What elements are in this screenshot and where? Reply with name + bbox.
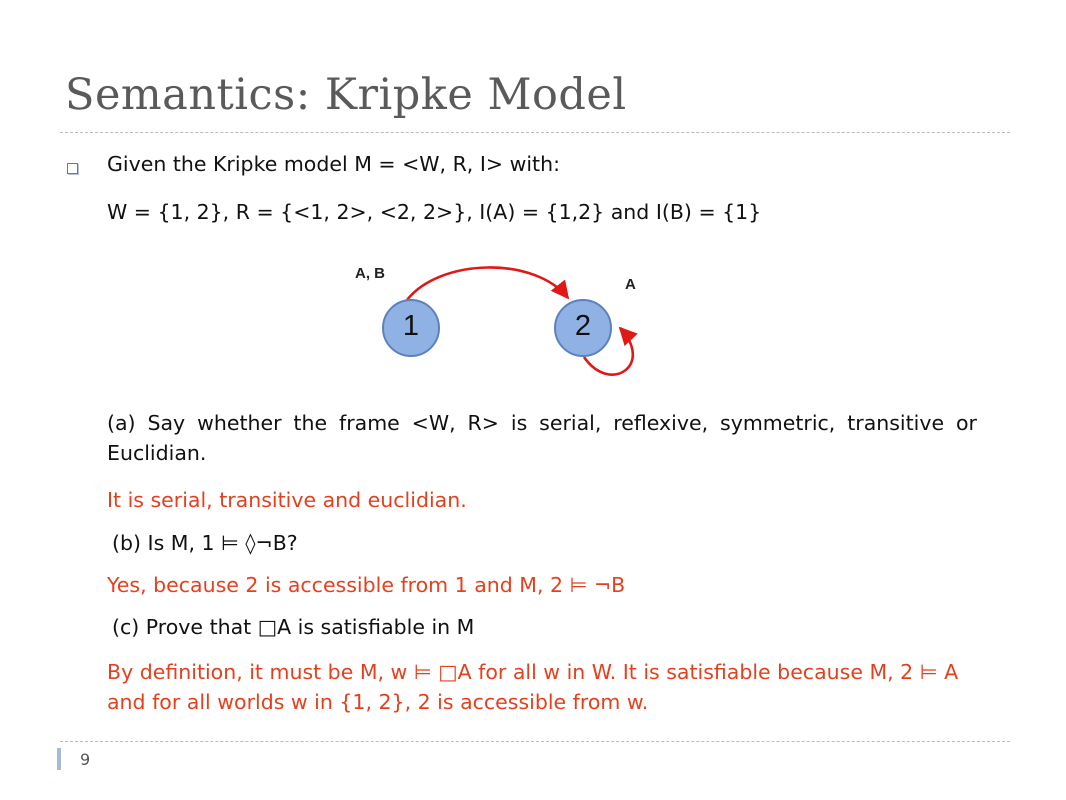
question-c: (c) Prove that □A is satisfiable in M xyxy=(112,615,475,639)
world-2-valuation: A xyxy=(625,276,636,293)
question-a: (a) Say whether the frame <W, R> is serial, reflexive, symmetric, transitive or Euclidian. xyxy=(107,411,977,465)
world-1-valuation: A, B xyxy=(355,265,385,282)
answer-a: It is serial, transitive and euclidian. xyxy=(107,488,467,512)
bullet-text: Given the Kripke model M = <W, R, I> with: xyxy=(107,152,560,176)
slide-number: 9 xyxy=(80,750,91,769)
slide-title: Semantics: Kripke Model xyxy=(65,70,627,120)
edge-1-to-2 xyxy=(407,267,568,300)
world-node-2-label: 2 xyxy=(574,310,592,342)
question-b: (b) Is M, 1 ⊨ ◊¬B? xyxy=(112,531,298,555)
footer-divider xyxy=(60,741,1010,742)
answer-c: By definition, it must be M, w ⊨ □A for all w in W. It is satisfiable because M, 2 ⊨ A and for all worlds w in {1, 2}, 2 is accessible from w. xyxy=(107,660,959,714)
world-node-1-label: 1 xyxy=(402,310,420,342)
slide-number-accent xyxy=(57,748,61,770)
model-definition: W = {1, 2}, R = {<1, 2>, <2, 2>}, I(A) = {1,2} and I(B) = {1} xyxy=(107,200,762,224)
answer-b: Yes, because 2 is accessible from 1 and M, 2 ⊨ ¬B xyxy=(107,573,626,597)
